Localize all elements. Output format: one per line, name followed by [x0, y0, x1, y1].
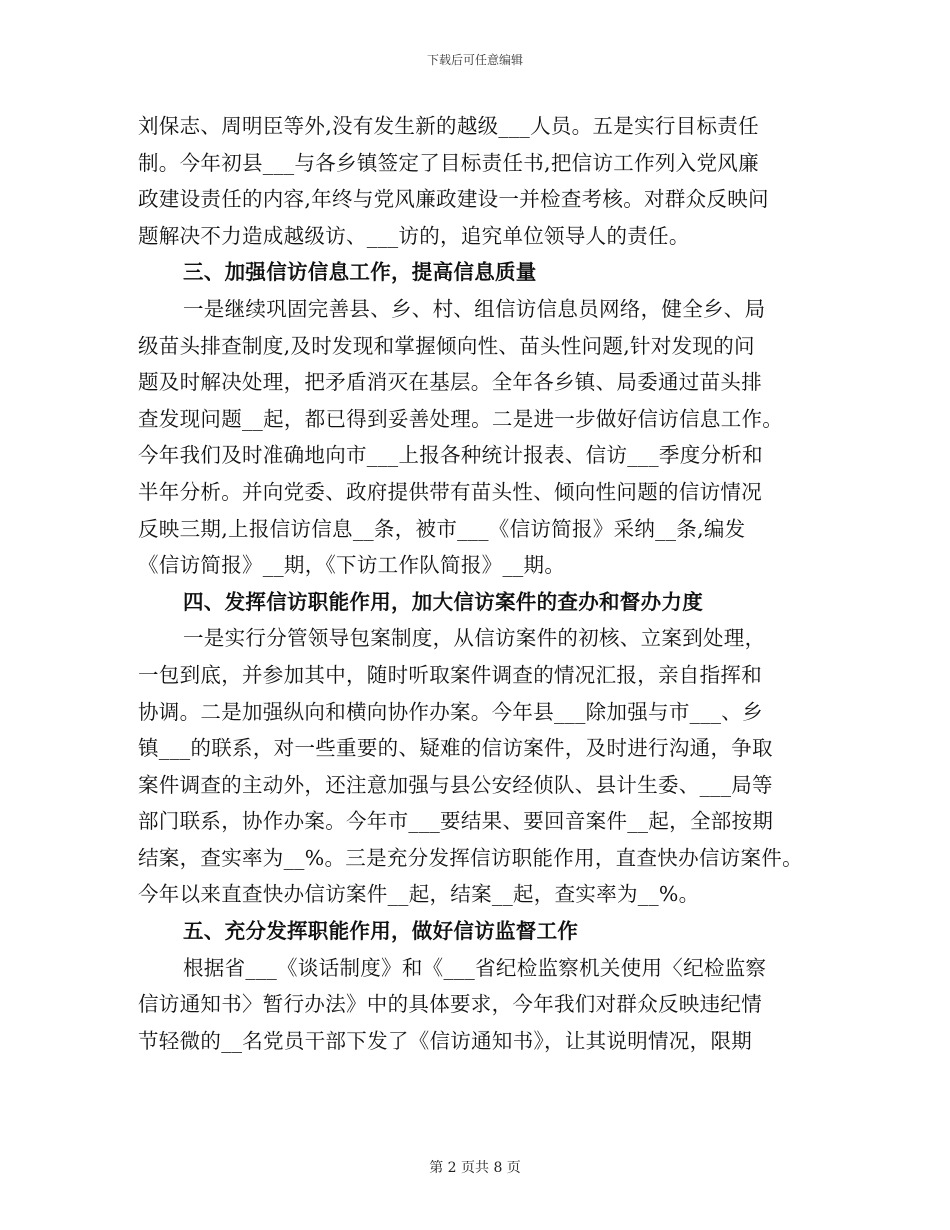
paragraph-line: 政建设责任的内容,年终与党风廉政建设一并检查考核。对群众反映问 — [138, 187, 769, 212]
page-footer: 第 2 页共 8 页 — [429, 1160, 521, 1176]
paragraph-line: 半年分析。并向党委、政府提供带有苗头性、倾向性问题的信访情况 — [138, 479, 762, 504]
page-header: 下载后可任意编辑 — [426, 53, 523, 67]
section-heading: 四、发挥信访职能作用，加大信访案件的查办和督办力度 — [183, 589, 703, 614]
paragraph-line: 题及时解决处理，把矛盾消灭在基层。全年各乡镇、局委通过苗头排 — [138, 370, 762, 395]
paragraph-line: 镇___的联系，对一些重要的、疑难的信访案件，及时进行沟通，争取 — [138, 736, 773, 761]
paragraph-line: 题解决不力造成越级访、___访的，追究单位领导人的责任。 — [138, 223, 690, 248]
paragraph-line: 制。今年初县___与各乡镇签定了目标责任书,把信访工作列入党风廉 — [138, 150, 759, 175]
paragraph-line: 查发现问题__起，都已得到妥善处理。二是进一步做好信访信息工作。 — [138, 406, 784, 431]
paragraph-line: 刘保志、周明臣等外,没有发生新的越级___人员。五是实行目标责任 — [138, 114, 759, 138]
paragraph-line: 协调。二是加强纵向和横向协作办案。今年县___除加强与市___、乡 — [138, 699, 763, 724]
paragraph-line: 结案，查实率为__%。三是充分发挥信访职能作用，直查快办信访案件。 — [138, 845, 803, 870]
paragraph-line: 案件调查的主动外，还注意加强与县公安经侦队、县计生委、___局等 — [138, 772, 773, 797]
paragraph-line: 一是实行分管领导包案制度，从信访案件的初核、立案到处理， — [183, 626, 766, 651]
paragraph-line: 反映三期,上报信访信息__条，被市___《信访简报》采纳__条,编发 — [138, 516, 746, 541]
paragraph-line: 今年以来直查快办信访案件__起，结案__起，查实率为__%。 — [138, 882, 700, 907]
section-heading: 五、充分发挥职能作用，做好信访监督工作 — [183, 919, 579, 944]
paragraph-line: 今年我们及时准确地向市___上报各种统计报表、信访___季度分析和 — [138, 443, 763, 468]
paragraph-line: 一是继续巩固完善县、乡、村、组信访信息员网络，健全乡、局 — [183, 296, 766, 321]
paragraph-line: 节轻微的__名党员干部下发了《信访通知书》，让其说明情况，限期 — [138, 1028, 753, 1053]
paragraph-line: 部门联系，协作办案。今年市___要结果、要回音案件__起，全部按期 — [138, 809, 774, 834]
paragraph-line: 信访通知书〉暂行办法》中的具体要求，今年我们对群众反映违纪情 — [138, 992, 762, 1017]
document-body — [138, 108, 828, 1059]
paragraph-line: 级苗头排查制度,及时发现和掌握倾向性、苗头性问题,针对发现的问 — [138, 333, 755, 358]
paragraph-line: 《信访简报》__期，《下访工作队简报》__期。 — [138, 553, 566, 578]
paragraph-line: 根据省___《谈话制度》和《___省纪检监察机关使用〈纪检监察 — [183, 955, 767, 980]
section-heading: 三、加强信访信息工作，提高信息质量 — [183, 260, 537, 285]
paragraph-line: 一包到底，并参加其中，随时听取案件调查的情况汇报，亲自指挥和 — [138, 662, 762, 687]
